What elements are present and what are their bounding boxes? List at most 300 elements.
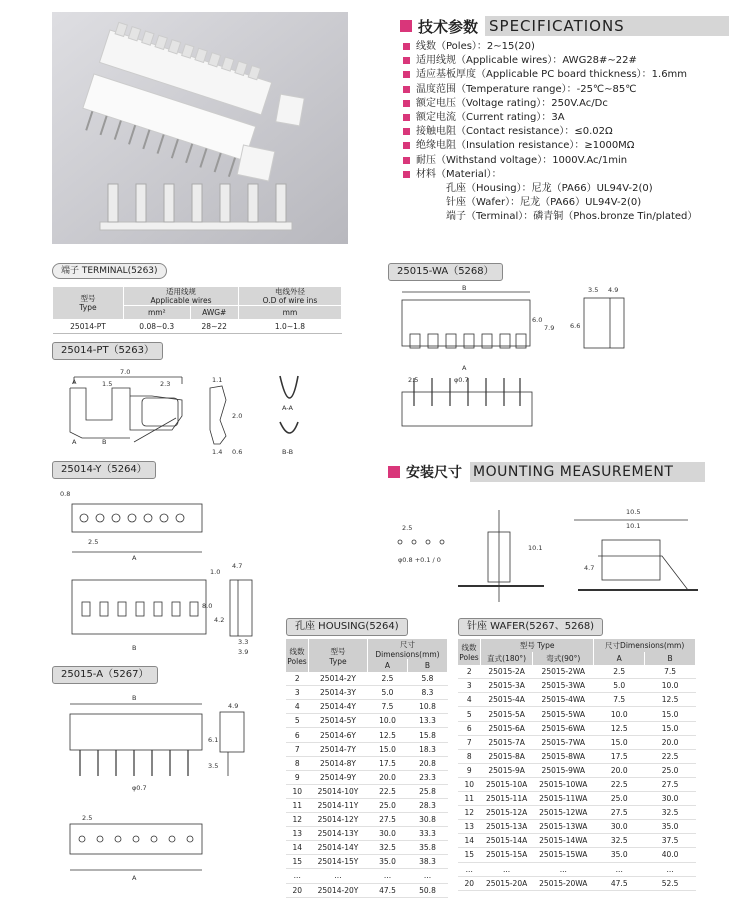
table-cell: 35.0 xyxy=(594,848,645,862)
spec-text: 额定电压（Voltage rating）：250V.Ac/Dc xyxy=(416,97,608,109)
spec-text: 线数（Poles）：2∼15(20) xyxy=(416,41,535,52)
table-cell: 25014-6Y xyxy=(309,728,368,742)
table-cell: 25015-2WA xyxy=(533,665,594,679)
bullet-square xyxy=(403,142,410,149)
table-cell: 3 xyxy=(286,686,309,700)
bullet-square xyxy=(403,114,410,121)
wafer-right-header: 弯式(90°) xyxy=(533,652,594,665)
table-cell: 30.0 xyxy=(368,827,408,841)
dim-6-6: 6.6 xyxy=(570,322,581,330)
table-row xyxy=(286,686,448,700)
label-25015-a: 25015-A（5267） xyxy=(52,666,158,684)
table-cell: ... xyxy=(458,862,481,876)
dim-3-9: 3.9 xyxy=(238,648,249,656)
table-cell: 27.5 xyxy=(368,813,408,827)
wafer-poles-cn: 线数 xyxy=(461,643,477,653)
table-cell: 5 xyxy=(458,707,481,721)
dim-2-5-mount: 2.5 xyxy=(402,524,413,532)
table-cell: 15.8 xyxy=(408,728,448,742)
table-cell: 25015-10WA xyxy=(533,777,594,791)
specifications-header xyxy=(400,16,728,38)
dim-a-a: A xyxy=(132,874,137,882)
section-a-label-bottom: A xyxy=(72,438,77,446)
table-cell: 30.8 xyxy=(408,813,448,827)
spec-text: 额定电流（Current rating）：3A xyxy=(416,112,565,124)
section-a-label: A xyxy=(72,378,77,386)
terminal-od-value: 1.0∼1.8 xyxy=(238,320,341,334)
terminal-tag: 端子 TERMINAL(5263) xyxy=(52,263,167,279)
table-cell: 25015-15A xyxy=(481,848,533,862)
material-row: 孔座（Housing）：尼龙（PA66）UL94V-2(0) xyxy=(446,183,653,195)
terminal-mm2-value: 0.08∼0.3 xyxy=(124,320,191,334)
table-cell: 25015-7A xyxy=(481,735,533,749)
table-cell: 47.5 xyxy=(368,883,408,897)
table-cell: 25014-2Y xyxy=(309,672,368,686)
dim-1-5: 1.5 xyxy=(102,380,113,388)
table-cell: 17.5 xyxy=(368,756,408,770)
dim-2-3: 2.3 xyxy=(160,380,171,388)
table-row xyxy=(286,714,448,728)
wafer-type-en: Type xyxy=(537,641,555,651)
drawing-25015-wa xyxy=(388,282,678,452)
table-cell: 25015-6WA xyxy=(533,721,594,735)
dim-6-0: 6.0 xyxy=(532,316,543,324)
table-row xyxy=(458,721,696,735)
label-25014-y: 25014-Y（5264） xyxy=(52,461,156,479)
table-cell: 32.5 xyxy=(368,841,408,855)
table-cell: ... xyxy=(368,869,408,883)
table-row xyxy=(286,855,448,869)
table-cell: 25014-13Y xyxy=(309,827,368,841)
table-cell: 25015-14A xyxy=(481,834,533,848)
table-cell: 25015-13WA xyxy=(533,820,594,834)
table-cell: 15 xyxy=(286,855,309,869)
table-cell: 25014-15Y xyxy=(309,855,368,869)
table-cell: ... xyxy=(408,869,448,883)
table-cell: 25014-8Y xyxy=(309,756,368,770)
table-row xyxy=(458,763,696,777)
dim-3-5-wa: 3.5 xyxy=(588,286,599,294)
table-cell: 12.5 xyxy=(645,693,696,707)
table-cell: 8 xyxy=(286,756,309,770)
table-row xyxy=(286,728,448,742)
table-cell: 25014-20Y xyxy=(309,883,368,897)
table-row xyxy=(458,862,696,876)
table-cell: 25015-5WA xyxy=(533,707,594,721)
table-cell: 25015-8WA xyxy=(533,749,594,763)
terminal-type-value: 25014-PT xyxy=(53,320,124,334)
wafer-table xyxy=(458,639,696,891)
table-cell: ... xyxy=(594,862,645,876)
table-row xyxy=(286,813,448,827)
table-cell: 18.3 xyxy=(408,742,448,756)
table-row xyxy=(286,841,448,855)
table-cell: 25015-11A xyxy=(481,792,533,806)
table-cell: 32.5 xyxy=(594,834,645,848)
spec-text: 耐压（Withstand voltage）：1000V.Ac/1min xyxy=(416,154,628,166)
table-row xyxy=(286,756,448,770)
spec-text: 材料（Material）： xyxy=(416,168,502,180)
dim-4-7-mount: 4.7 xyxy=(584,564,595,572)
dim-10-1: 10.1 xyxy=(626,522,641,530)
table-row xyxy=(458,806,696,820)
table-row xyxy=(458,848,696,862)
table-cell: 8 xyxy=(458,749,481,763)
terminal-wires-cn: 适用线规 xyxy=(165,287,196,296)
housing-poles-cn: 线数 xyxy=(289,646,305,656)
table-cell: 28.3 xyxy=(408,798,448,812)
table-cell: 27.5 xyxy=(594,806,645,820)
table-cell: 10.8 xyxy=(408,700,448,714)
terminal-awg-value: 28∼22 xyxy=(190,320,238,334)
table-cell: 22.5 xyxy=(594,777,645,791)
table-cell: 10.0 xyxy=(645,679,696,693)
table-cell: 25.8 xyxy=(408,784,448,798)
table-cell: 4 xyxy=(458,693,481,707)
bullet-square xyxy=(403,100,410,107)
table-cell: 5 xyxy=(286,714,309,728)
table-cell: 2 xyxy=(286,672,309,686)
wafer-a-header: A xyxy=(594,652,645,665)
table-cell: 25014-3Y xyxy=(309,686,368,700)
housing-b-header: B xyxy=(408,659,448,672)
table-cell: 38.3 xyxy=(408,855,448,869)
dim-2-5: 2.5 xyxy=(88,538,99,546)
terminal-od-cn: 电线外径 xyxy=(274,287,305,296)
table-cell: 13.3 xyxy=(408,714,448,728)
table-cell: 2.5 xyxy=(368,672,408,686)
dim-b-wa: B xyxy=(462,284,467,292)
dim-2-5-a: 2.5 xyxy=(82,814,93,822)
section-aa-label: A-A xyxy=(282,404,293,412)
table-cell: 22.5 xyxy=(645,749,696,763)
bullet-square xyxy=(403,128,410,135)
table-cell: 35.8 xyxy=(408,841,448,855)
table-cell: 15.0 xyxy=(645,721,696,735)
spec-row xyxy=(400,54,740,68)
dim-a-wa: A xyxy=(462,364,467,372)
product-photo xyxy=(52,12,348,244)
dim-2-0: 2.0 xyxy=(232,412,243,420)
dim-10-5: 10.5 xyxy=(626,508,641,516)
table-row xyxy=(286,672,448,686)
wafer-straight-header: 直式(180°) xyxy=(481,652,533,665)
table-row xyxy=(458,876,696,890)
section-bb-label: B-B xyxy=(282,448,294,456)
wafer-b-header: B xyxy=(645,652,696,665)
spec-text: 适应基板厚度（Applicable PC board thickness）：1.6mm xyxy=(416,69,688,81)
table-cell: 25.0 xyxy=(594,792,645,806)
housing-table xyxy=(286,639,448,898)
bullet-square xyxy=(403,157,410,164)
bullet-marker-mounting xyxy=(388,466,400,478)
terminal-mm-header: mm xyxy=(238,306,341,320)
table-cell: 6 xyxy=(458,721,481,735)
label-25014-pt: 25014-PT（5263） xyxy=(52,342,163,360)
terminal-wires-en: Applicable wires xyxy=(150,296,212,305)
table-cell: 14 xyxy=(458,834,481,848)
table-row xyxy=(53,320,342,334)
table-row xyxy=(286,770,448,784)
table-cell: 35.0 xyxy=(645,820,696,834)
table-cell: 25015-6A xyxy=(481,721,533,735)
dim-b-a: B xyxy=(132,694,137,702)
table-cell: 6 xyxy=(286,728,309,742)
table-cell: 10.0 xyxy=(594,707,645,721)
mounting-header xyxy=(388,462,704,482)
table-cell: 2.5 xyxy=(594,665,645,679)
table-cell: 25014-10Y xyxy=(309,784,368,798)
spec-row xyxy=(400,125,740,139)
table-cell: 25015-9WA xyxy=(533,763,594,777)
table-cell: 7 xyxy=(286,742,309,756)
drawing-25014-pt xyxy=(52,360,352,460)
table-cell: 27.5 xyxy=(645,777,696,791)
dim-6-1: 6.1 xyxy=(208,736,219,744)
specifications-title-en: SPECIFICATIONS xyxy=(485,16,729,36)
dim-8-0: 8.0 xyxy=(202,602,213,610)
dim-3-3: 3.3 xyxy=(238,638,249,646)
housing-poles-en: Poles xyxy=(287,656,307,666)
specifications-list xyxy=(400,40,740,225)
housing-type-en: Type xyxy=(329,656,347,666)
table-cell: 20 xyxy=(458,876,481,890)
dim-dia-0-7: φ0.7 xyxy=(132,784,147,792)
dim-dia-0-8: φ0.8 +0.1 / 0 xyxy=(398,556,441,564)
table-cell: 25014-9Y xyxy=(309,770,368,784)
table-row xyxy=(458,792,696,806)
dim-2-5-wa: 2.5 xyxy=(408,376,419,384)
spec-row xyxy=(400,139,740,153)
table-cell: 25014-11Y xyxy=(309,798,368,812)
dim-4-7: 4.7 xyxy=(232,562,243,570)
table-cell: ... xyxy=(309,869,368,883)
table-cell: 20.8 xyxy=(408,756,448,770)
table-cell: 33.3 xyxy=(408,827,448,841)
table-cell: 25015-10A xyxy=(481,777,533,791)
table-cell: 14 xyxy=(286,841,309,855)
table-cell: 25015-4WA xyxy=(533,693,594,707)
dim-3-5: 3.5 xyxy=(208,762,219,770)
bullet-square xyxy=(403,171,410,178)
table-cell: 23.3 xyxy=(408,770,448,784)
table-cell: 30.0 xyxy=(645,792,696,806)
table-cell: 25015-14WA xyxy=(533,834,594,848)
dim-1-4: 1.4 xyxy=(212,448,223,456)
table-cell: 25.0 xyxy=(645,763,696,777)
table-cell: 5.0 xyxy=(594,679,645,693)
table-row xyxy=(458,693,696,707)
table-cell: 3 xyxy=(458,679,481,693)
table-cell: 15.0 xyxy=(368,742,408,756)
table-cell: 7 xyxy=(458,735,481,749)
dim-10-1-vertical: 10.1 xyxy=(528,544,543,552)
spec-row xyxy=(400,111,740,125)
table-row xyxy=(286,700,448,714)
table-cell: 13 xyxy=(458,820,481,834)
dim-4-9: 4.9 xyxy=(228,702,239,710)
table-cell: 25015-13A xyxy=(481,820,533,834)
terminal-mm2-header: mm² xyxy=(124,306,191,320)
table-row xyxy=(286,827,448,841)
dim-7-9: 7.9 xyxy=(544,324,555,332)
table-cell: ... xyxy=(533,862,594,876)
table-row xyxy=(458,707,696,721)
table-cell: 25015-4A xyxy=(481,693,533,707)
table-cell: ... xyxy=(481,862,533,876)
table-cell: 25015-3WA xyxy=(533,679,594,693)
housing-a-header: A xyxy=(368,659,408,672)
wafer-tag: 针座 WAFER(5267、5268) xyxy=(458,618,603,636)
table-cell: 25015-2A xyxy=(481,665,533,679)
table-row xyxy=(458,777,696,791)
wafer-dim-header: 尺寸Dimensions(mm) xyxy=(594,639,696,652)
table-cell: 15.0 xyxy=(645,707,696,721)
table-cell: 13 xyxy=(286,827,309,841)
table-cell: 15.0 xyxy=(594,735,645,749)
table-row xyxy=(458,749,696,763)
table-row xyxy=(458,735,696,749)
table-cell: 32.5 xyxy=(645,806,696,820)
wafer-poles-en: Poles xyxy=(459,653,479,663)
table-row xyxy=(458,665,696,679)
spec-row xyxy=(400,154,740,168)
housing-dim-header: 尺寸Dimensions(mm) xyxy=(368,639,448,659)
table-cell: 8.3 xyxy=(408,686,448,700)
bullet-square xyxy=(403,57,410,64)
dim-0-6: 0.6 xyxy=(232,448,243,456)
drawing-mounting xyxy=(388,490,708,612)
table-cell: 11 xyxy=(286,798,309,812)
table-cell: 47.5 xyxy=(594,876,645,890)
spec-text: 适用线规（Applicable wires）：AWG28#∼22# xyxy=(416,55,637,67)
table-cell: 25015-3A xyxy=(481,679,533,693)
table-cell: 5.8 xyxy=(408,672,448,686)
table-row xyxy=(286,883,448,897)
table-row xyxy=(458,679,696,693)
dim-0-8: 0.8 xyxy=(60,490,71,498)
table-cell: 22.5 xyxy=(368,784,408,798)
table-cell: 25015-7WA xyxy=(533,735,594,749)
spec-row xyxy=(400,40,740,54)
spec-row xyxy=(400,168,740,182)
spec-row xyxy=(400,97,740,111)
table-cell: 25015-11WA xyxy=(533,792,594,806)
table-row xyxy=(286,798,448,812)
table-cell: 50.8 xyxy=(408,883,448,897)
table-row xyxy=(458,834,696,848)
material-row: 端子（Terminal）：磷青铜（Phos.bronze Tin/plated） xyxy=(446,211,698,223)
table-cell: 20.0 xyxy=(645,735,696,749)
table-cell: 7.5 xyxy=(594,693,645,707)
spec-text: 温度范围（Temperature range）：-25℃∼85℃ xyxy=(416,83,637,95)
table-cell: 25014-7Y xyxy=(309,742,368,756)
table-row xyxy=(458,820,696,834)
terminal-type-en: Type xyxy=(79,303,97,313)
bullet-square xyxy=(403,71,410,78)
table-cell: 25015-20WA xyxy=(533,876,594,890)
bullet-marker xyxy=(400,20,412,32)
mounting-title-cn: 安装尺寸 xyxy=(406,465,462,481)
table-cell: 10 xyxy=(286,784,309,798)
spec-text: 绝缘电阻（Insulation resistance）：≥1000MΩ xyxy=(416,140,635,152)
table-cell: 25.0 xyxy=(368,798,408,812)
table-cell: 25015-9A xyxy=(481,763,533,777)
table-cell: 9 xyxy=(458,763,481,777)
dim-a-y: A xyxy=(132,554,137,562)
table-cell: 4 xyxy=(286,700,309,714)
dim-4-9-wa: 4.9 xyxy=(608,286,619,294)
housing-type-cn: 型号 xyxy=(330,646,346,656)
table-cell: 20 xyxy=(286,883,309,897)
bullet-square xyxy=(403,86,410,93)
spec-text: 接触电阻（Contact resistance）：≤0.02Ω xyxy=(416,126,613,138)
table-cell: ... xyxy=(286,869,309,883)
table-cell: 12 xyxy=(458,806,481,820)
bullet-square xyxy=(403,43,410,50)
table-cell: 10 xyxy=(458,777,481,791)
table-cell: 7.5 xyxy=(645,665,696,679)
table-cell: 25015-20A xyxy=(481,876,533,890)
table-cell: 40.0 xyxy=(645,848,696,862)
dim-1-0: 1.0 xyxy=(210,568,221,576)
terminal-table xyxy=(52,286,342,334)
table-cell: 9 xyxy=(286,770,309,784)
table-cell: 25015-8A xyxy=(481,749,533,763)
table-cell: 25015-12WA xyxy=(533,806,594,820)
table-cell: 11 xyxy=(458,792,481,806)
dim-4-2: 4.2 xyxy=(214,616,225,624)
section-b-label: B xyxy=(102,438,107,446)
table-cell: 52.5 xyxy=(645,876,696,890)
table-row xyxy=(286,784,448,798)
specifications-title-cn: 技术参数 xyxy=(418,18,479,36)
connector-photo-illustration xyxy=(52,12,348,244)
spec-row xyxy=(400,68,740,82)
table-cell: 25015-5A xyxy=(481,707,533,721)
terminal-type-cn: 型号 xyxy=(80,294,96,304)
terminal-od-en: O.D of wire ins xyxy=(262,296,318,305)
table-cell: 25014-14Y xyxy=(309,841,368,855)
table-cell: 17.5 xyxy=(594,749,645,763)
table-cell: 25014-12Y xyxy=(309,813,368,827)
housing-tag: 孔座 HOUSING(5264) xyxy=(286,618,408,636)
table-cell: ... xyxy=(645,862,696,876)
dim-7-0: 7.0 xyxy=(120,368,131,376)
drawing-25015-a xyxy=(52,688,272,888)
table-cell: 12.5 xyxy=(368,728,408,742)
terminal-awg-header: AWG# xyxy=(190,306,238,320)
table-cell: 35.0 xyxy=(368,855,408,869)
material-row: 针座（Wafer）：尼龙（PA66）UL94V-2(0) xyxy=(446,197,642,209)
table-cell: 25014-4Y xyxy=(309,700,368,714)
wafer-type-cn: 型号 xyxy=(519,641,535,651)
dim-1-1: 1.1 xyxy=(212,376,223,384)
table-cell: 25014-5Y xyxy=(309,714,368,728)
table-cell: 30.0 xyxy=(594,820,645,834)
table-cell: 15 xyxy=(458,848,481,862)
table-cell: 2 xyxy=(458,665,481,679)
table-cell: 20.0 xyxy=(368,770,408,784)
dim-dia-0-7-wa: φ0.7 xyxy=(454,376,469,384)
table-cell: 25015-12A xyxy=(481,806,533,820)
label-25015-wa: 25015-WA（5268） xyxy=(388,263,503,281)
table-cell: 37.5 xyxy=(645,834,696,848)
table-cell: 12 xyxy=(286,813,309,827)
table-cell: 20.0 xyxy=(594,763,645,777)
table-cell: 12.5 xyxy=(594,721,645,735)
dim-b-y: B xyxy=(132,644,137,652)
